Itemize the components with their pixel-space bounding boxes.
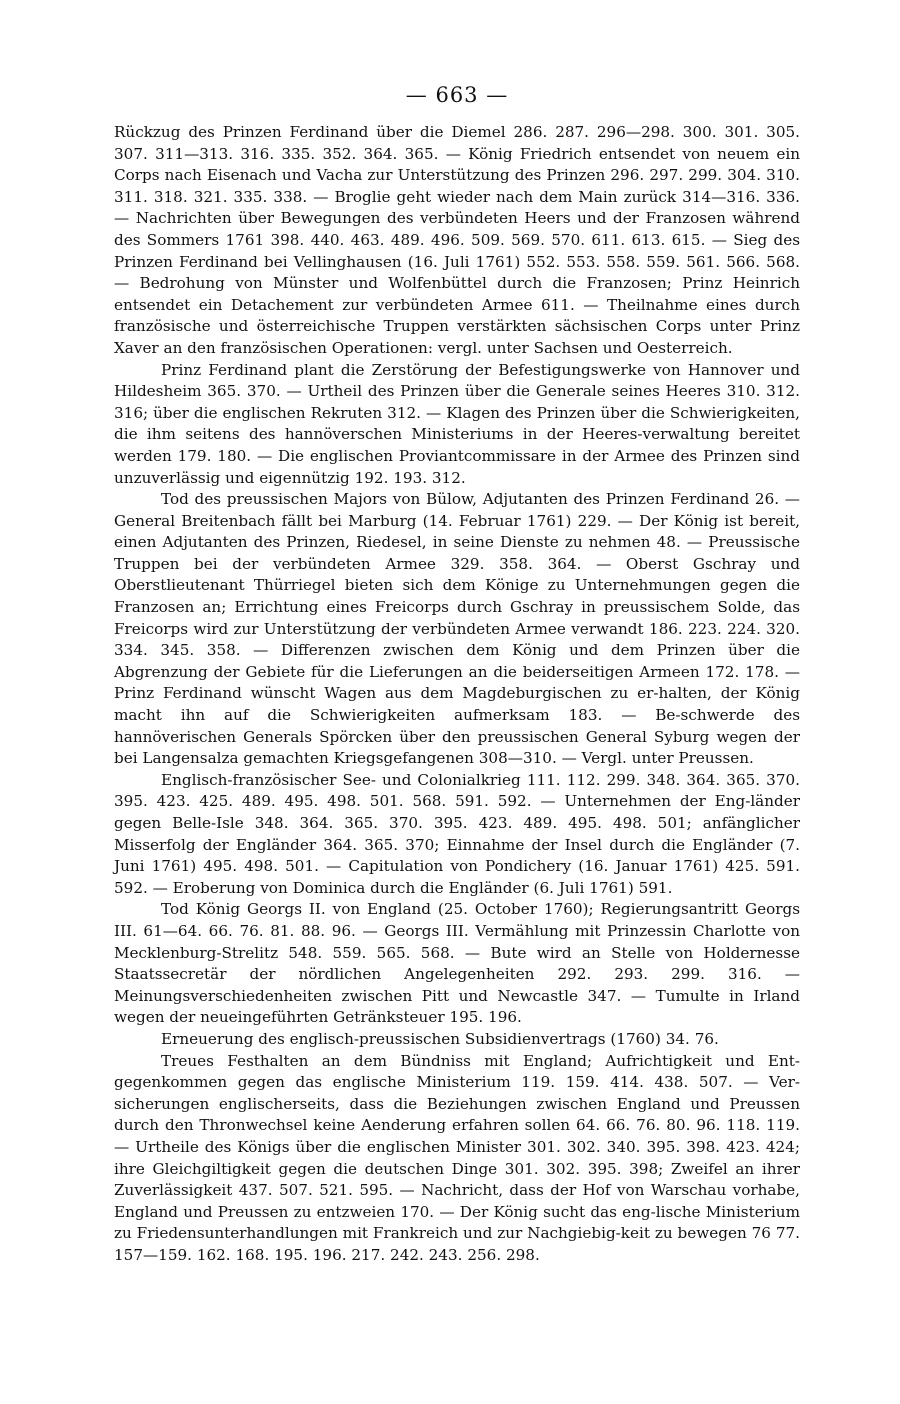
- paragraph-7: Treues Festhalten an dem Bündniss mit England; Aufrichtigkeit und Ent-gegenkommen gegen das englische Ministerium 119. 159. 414. 438. 507. — Ver-sicherungen englischerseits, dass die Beziehungen zwischen England und Preussen durch den Thronwechsel keine Aenderung erfahren sollen 64. 66. 76. 80. 96. 118. 119. — Urtheile des Königs über die englischen Minister 301. 302. 340. 395. 398. 423. 424; ihre Gleichgiltigkeit gegen die deutschen Dinge 301. 302. 395. 398; Zweifel an ihrer Zuverlässigkeit 437. 507. 521. 595. — Nachricht, dass der Hof von Warschau vorhabe, England und Preussen zu entzweien 170. — Der König sucht das eng-lische Ministerium zu Friedensunterhandlungen mit Frankreich und zur Nachgiebig-keit zu bewegen 76 77. 157—159. 162. 168. 195. 196. 217. 242. 243. 256. 298.: [114, 1051, 800, 1264]
- paragraph-2: Prinz Ferdinand plant die Zerstörung der Befestigungswerke von Hannover und Hildesheim 365. 370. — Urtheil des Prinzen über die Generale seines Heeres 310. 312. 316; über die englischen Rekruten 312. — Klagen des Prinzen über die Schwierigkeiten, die ihm seitens des hannöverschen Ministeriums in der Heeres-verwaltung bereitet werden 179. 180. — Die englischen Proviantcommissare in der Armee des Prinzen sind unzuverlässig und eigennützig 192. 193. 312.: [114, 360, 800, 487]
- document-page: [114, 80, 800, 1266]
- paragraph-6: Erneuerung des englisch-preussischen Subsidienvertrags (1760) 34. 76.: [161, 1029, 719, 1048]
- paragraph-1: Rückzug des Prinzen Ferdinand über die Diemel 286. 287. 296—298. 300. 301. 305. 307. 311—313. 316. 335. 352. 364. 365. — König Friedrich entsendet von neuem ein Corps nach Eisenach und Vacha zur Unterstützung des Prinzen 296. 297. 299. 304. 310. 311. 318. 321. 335. 338. — Broglie geht wieder nach dem Main zurück 314—316. 336. — Nachrichten über Bewegungen des verbündeten Heers und der Franzosen während des Sommers 1761 398. 440. 463. 489. 496. 509. 569. 570. 611. 613. 615. — Sieg des Prinzen Ferdinand bei Vellinghausen (16. Juli 1761) 552. 553. 558. 559. 561. 566. 568. — Bedrohung von Münster und Wolfenbüttel durch die Franzosen; Prinz Heinrich entsendet ein Detachement zur verbündeten Armee 611. — Theilnahme eines durch französische und österreichische Truppen verstärkten sächsischen Corps unter Prinz Xaver an den französischen Operationen: vergl. unter Sachsen und Oesterreich.: [114, 123, 800, 357]
- paragraph-4: Englisch-französischer See- und Colonialkrieg 111. 112. 299. 348. 364. 365. 370. 395. 423. 425. 489. 495. 498. 501. 568. 591. 592. — Unternehmen der Eng-länder gegen Belle-Isle 348. 364. 365. 370. 395. 423. 489. 495. 498. 501; anfänglicher Misserfolg der Engländer 364. 365. 370; Einnahme der Insel durch die Engländer (7. Juni 1761) 495. 498. 501. — Capitulation von Pondichery (16. Januar 1761) 425. 591. 592. — Eroberung von Dominica durch die Engländer (6. Juli 1761) 591.: [114, 770, 800, 897]
- paragraph-3: Tod des preussischen Majors von Bülow, Adjutanten des Prinzen Ferdinand 26. — General Breitenbach fällt bei Marburg (14. Februar 1761) 229. — Der König ist bereit, einen Adjutanten des Prinzen, Riedesel, in seine Dienste zu nehmen 48. — Preussische Truppen bei der verbündeten Armee 329. 358. 364. — Oberst Gschray und Oberstlieutenant Thürriegel bieten sich dem Könige zu Unternehmungen gegen die Franzosen an; Errichtung eines Freicorps durch Gschray in preussischem Solde, das Freicorps wird zur Unterstützung der verbündeten Armee verwandt 186. 223. 224. 320. 334. 345. 358. — Differenzen zwischen dem König und dem Prinzen über die Abgrenzung der Gebiete für die Lieferungen an die beiderseitigen Armeen 172. 178. — Prinz Ferdinand wünscht Wagen aus dem Magdeburgischen zu er-halten, der König macht ihn auf die Schwierigkeiten aufmerksam 183. — Be-schwerde des hannöverischen Generals Spörcken über den preussischen General Syburg wegen der bei Langensalza gemachten Kriegsgefangenen 308—310. — Vergl. unter Preussen.: [114, 490, 800, 768]
- page-number: — 663 —: [405, 83, 509, 107]
- paragraph-5: Tod König Georgs II. von England (25. October 1760); Regierungsantritt Georgs III. 61—64. 66. 76. 81. 88. 96. — Georgs III. Vermählung mit Prinzessin Charlotte von Mecklenburg-Strelitz 548. 559. 565. 568. — Bute wird an Stelle von Holdernesse Staatssecretär der nördlichen Angelegenheiten 292. 293. 299. 316. — Meinungsverschiedenheiten zwischen Pitt und Newcastle 347. — Tumulte in Irland wegen der neueingeführten Getränksteuer 195. 196.: [114, 900, 800, 1027]
